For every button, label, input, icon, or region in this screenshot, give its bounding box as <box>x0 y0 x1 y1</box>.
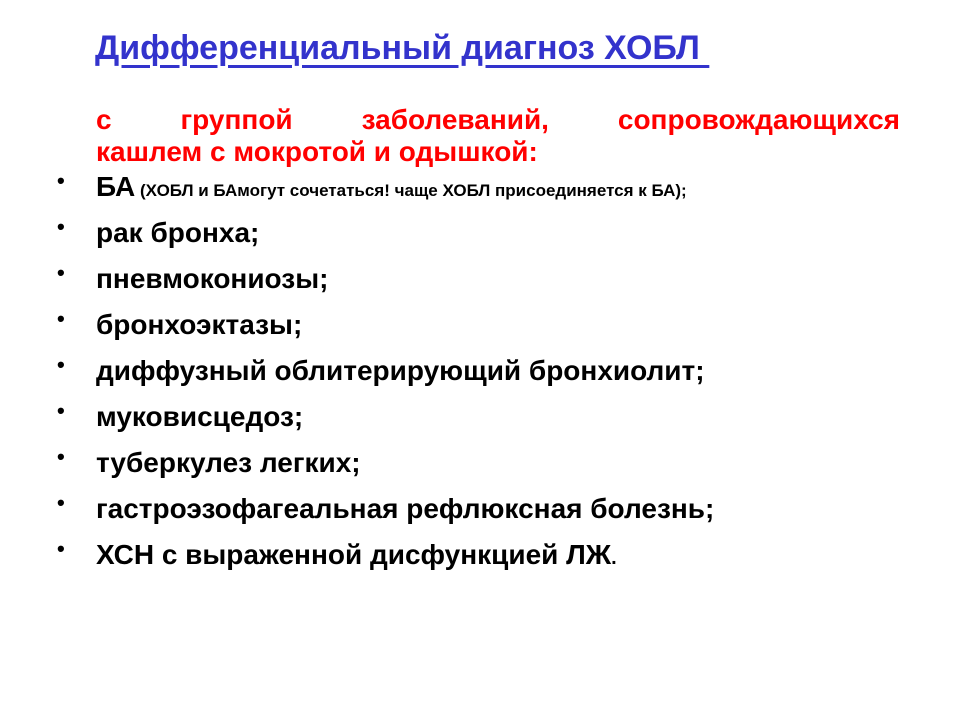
list-item-label: БА <box>96 171 136 202</box>
list-item-text <box>96 164 687 214</box>
list-item <box>0 440 960 486</box>
bullet-icon: • <box>57 214 65 239</box>
list-item-text: диффузный облитерирующий бронхиолит; <box>96 355 705 386</box>
diagnosis-list <box>0 164 960 578</box>
list-item-text: бронхоэктазы; <box>96 309 303 340</box>
list-item <box>0 486 960 532</box>
list-item-text: туберкулез легких; <box>96 447 361 478</box>
list-item <box>0 348 960 394</box>
bullet-icon: • <box>57 444 65 469</box>
list-item <box>0 394 960 440</box>
list-item <box>0 210 960 256</box>
slide-subtitle <box>96 104 900 168</box>
list-item-note: (ХОБЛ и БАмогут сочетаться! чаще ХОБЛ присоединяется к БА); <box>135 181 687 200</box>
bullet-icon: • <box>57 536 65 561</box>
list-item-text: муковисцедоз; <box>96 401 304 432</box>
bullet-icon: • <box>57 168 65 193</box>
bullet-icon: • <box>57 260 65 285</box>
list-item-text: гастроэзофагеальная рефлюксная болезнь; <box>96 493 715 524</box>
bullet-icon: • <box>57 490 65 515</box>
list-item-text: рак бронха; <box>96 217 260 248</box>
slide-title: Дифференциальный диагноз ХОБЛ <box>95 29 710 67</box>
list-item-text: пневмокониозы; <box>96 263 329 294</box>
list-item <box>0 302 960 348</box>
list-item-period: . <box>611 547 617 569</box>
list-item <box>0 532 960 578</box>
list-item-label: ХСН с выраженной дисфункцией ЛЖ <box>96 539 612 570</box>
bullet-icon: • <box>57 398 65 423</box>
list-item <box>0 164 960 210</box>
list-item-text <box>96 532 617 581</box>
subtitle-line-2: кашлем с мокротой и одышкой: <box>96 136 538 167</box>
bullet-icon: • <box>57 306 65 331</box>
list-item <box>0 256 960 302</box>
bullet-icon: • <box>57 352 65 377</box>
subtitle-line-1: с группой заболеваний, сопровождающихся <box>96 104 900 135</box>
